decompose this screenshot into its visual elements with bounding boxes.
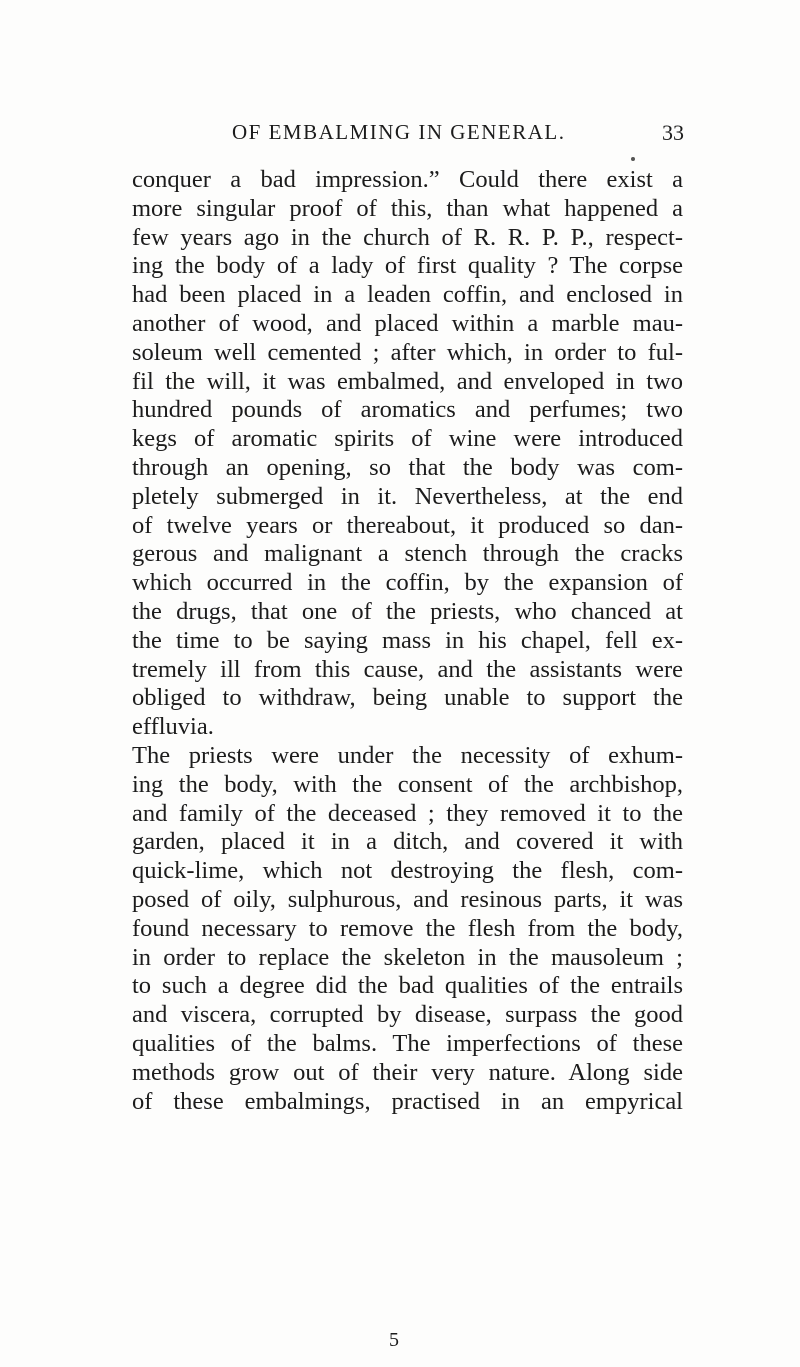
text-line: tremely ill from this cause, and the assistants were: [132, 655, 683, 683]
text-line: the time to be saying mass in his chapel, fell ex-: [132, 626, 683, 654]
text-line: ing the body of a lady of first quality ? The corpse: [132, 252, 683, 280]
body-text: [132, 166, 683, 1116]
text-line: had been placed in a leaden coffin, and enclosed in: [132, 281, 683, 309]
text-line: garden, placed it in a ditch, and covered it with: [132, 828, 683, 856]
text-line: and viscera, corrupted by disease, surpass the good: [132, 1001, 683, 1029]
text-line: to such a degree did the bad qualities of the entrails: [132, 972, 683, 1000]
text-line: qualities of the balms. The imperfections of these: [132, 1029, 683, 1057]
text-line: The priests were under the necessity of exhum-: [132, 741, 683, 769]
running-head: OF EMBALMING IN GENERAL.: [232, 120, 566, 144]
text-line: obliged to withdraw, being unable to support the: [132, 684, 683, 712]
text-line: of twelve years or thereabout, it produced so dan-: [132, 511, 683, 539]
page-header: [232, 120, 684, 150]
text-line: posed of oily, sulphurous, and resinous parts, it was: [132, 885, 683, 913]
text-line: soleum well cemented ; after which, in order to ful-: [132, 338, 683, 366]
text-line: which occurred in the coffin, by the expansion of: [132, 569, 683, 597]
ink-dot: [631, 157, 635, 161]
text-line: quick-lime, which not destroying the flesh, com-: [132, 857, 683, 885]
text-line: the drugs, that one of the priests, who chanced at: [132, 597, 683, 625]
text-line: effluvia.: [132, 713, 214, 741]
text-line: ing the body, with the consent of the archbishop,: [132, 770, 683, 798]
text-line: another of wood, and placed within a marble mau-: [132, 309, 683, 337]
text-line: kegs of aromatic spirits of wine were introduced: [132, 425, 683, 453]
text-line: hundred pounds of aromatics and perfumes; two: [132, 396, 683, 424]
text-line: found necessary to remove the flesh from the body,: [132, 914, 683, 942]
text-line: conquer a bad impression.” Could there exist a: [132, 166, 683, 193]
page-number: 33: [662, 120, 684, 145]
text-line: in order to replace the skeleton in the mausoleum ;: [132, 943, 683, 971]
text-line: of these embalmings, practised in an empyrical: [132, 1087, 683, 1115]
text-line: gerous and malignant a stench through the cracks: [132, 540, 683, 568]
text-line: fil the will, it was embalmed, and enveloped in two: [132, 367, 683, 395]
text-line: through an opening, so that the body was com-: [132, 453, 683, 481]
text-line: few years ago in the church of R. R. P. P., respect-: [132, 223, 683, 251]
signature-mark: 5: [389, 1329, 399, 1351]
text-line: more singular proof of this, than what happened a: [132, 194, 683, 222]
margin-smudge: [86, 70, 108, 130]
text-line: and family of the deceased ; they removed it to the: [132, 799, 683, 827]
text-line: pletely submerged in it. Nevertheless, at the end: [132, 482, 683, 510]
text-line: methods grow out of their very nature. Along side: [132, 1058, 683, 1086]
